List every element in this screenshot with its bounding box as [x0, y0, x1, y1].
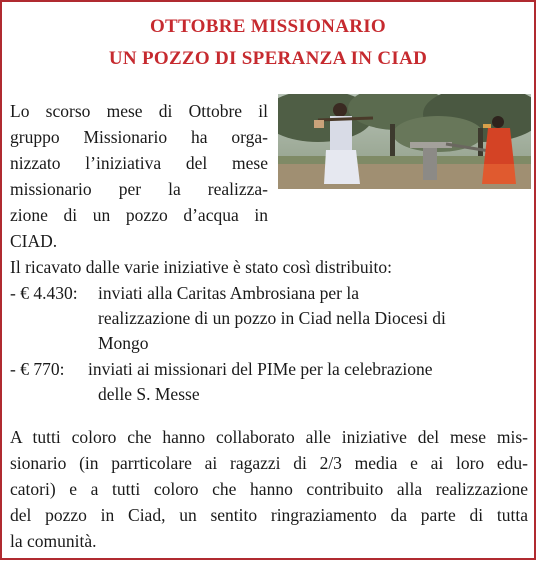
item2-amount: - € 770:	[10, 359, 65, 379]
item1-line-3: Mongo	[98, 333, 149, 353]
intro-line-6: CIAD.	[10, 231, 58, 251]
intro-line-2: gruppo Missionario ha orga-	[10, 127, 268, 147]
intro-line-5: zione di un pozzo d’acqua in	[10, 205, 268, 225]
closing-line-2: sionario (in parrticolare ai ragazzi di 2/3 media e ai loro edu-	[10, 453, 528, 473]
item1-amount: - € 4.430:	[10, 283, 78, 303]
article-title-line1: OTTOBRE MISSIONARIO	[149, 16, 387, 37]
water-well-photo-icon	[278, 94, 531, 189]
item1-line-2: realizzazione di un pozzo in Ciad nella Diocesi di	[98, 308, 446, 328]
closing-line-3: catori) e a tutti coloro che hanno contribuito alla realizzazione	[10, 479, 528, 499]
closing-line-5: la comunità.	[10, 531, 97, 551]
intro-line-1: Lo scorso mese di Ottobre il	[10, 101, 268, 121]
article-title-line2: UN POZZO DI SPERANZA IN CIAD	[108, 48, 428, 69]
closing-line-1: A tutti coloro che hanno collaborato alle iniziative del mese mis-	[10, 427, 528, 447]
item1-line-1: inviati alla Caritas Ambrosiana per la	[98, 283, 359, 303]
intro-line-4: missionario per la realizza-	[10, 179, 268, 199]
closing-line-4: del pozzo in Ciad, un sentito ringraziamento da parte di tutta	[10, 505, 528, 525]
distribution-intro: Il ricavato dalle varie iniziative è stato così distribuito:	[10, 257, 392, 277]
item2-line-2: delle S. Messe	[98, 384, 200, 404]
intro-line-3: nizzato l’iniziativa del mese	[10, 153, 268, 173]
water-well-photo	[278, 94, 531, 189]
item2-line-1: inviati ai missionari del PIMe per la celebrazione	[88, 359, 433, 379]
